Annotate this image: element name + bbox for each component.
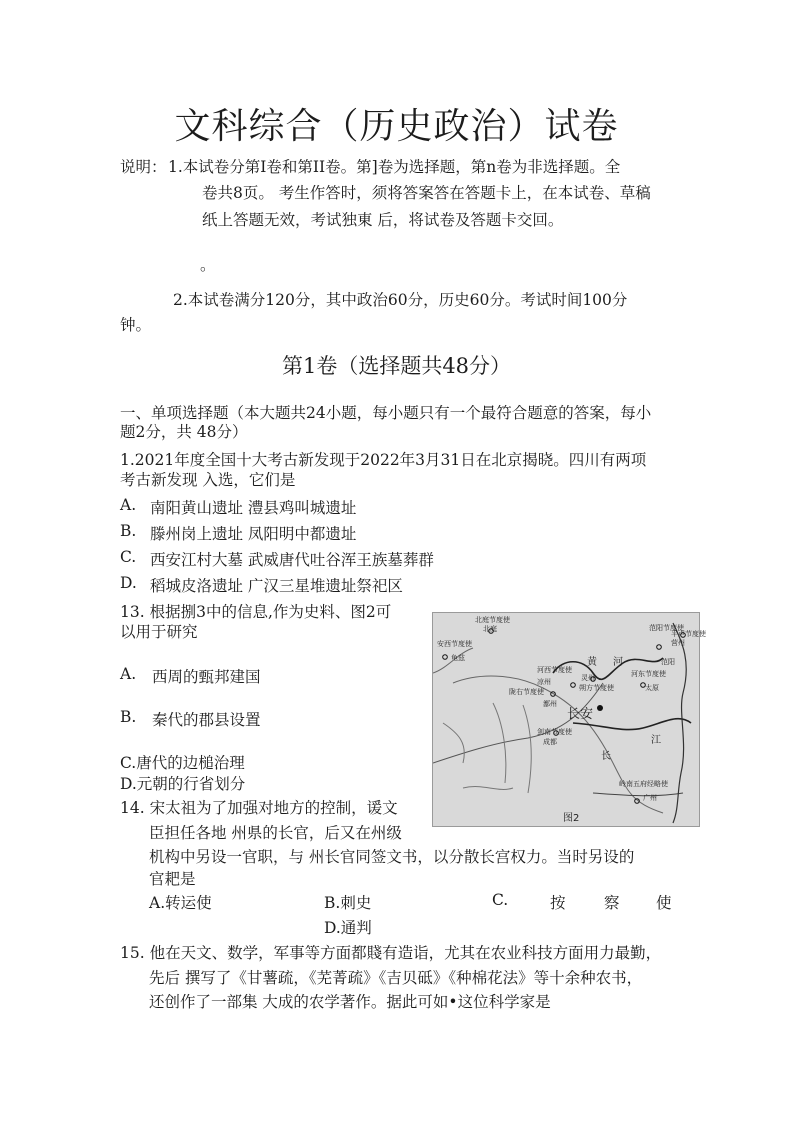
q1-option-a-letter: A. [120,496,137,514]
q14-stem-line-4: 官耙是 [149,870,196,888]
map-label-chang: 长 [601,751,611,762]
q1-option-b-letter: B. [120,522,137,540]
map-label-shanzhou: 鄯州 [543,700,557,708]
q13-option-a-text: 西周的甄邦建国 [152,668,261,686]
map-label-jiang: 江 [651,735,661,746]
map-label-longyou-jiedushi: 陇右节度使 [509,688,544,696]
q14-option-c-char-2: 察 [604,894,620,912]
map-caption: 图2 [563,813,580,824]
map-label-anxi-jiedushi: 安西节度使 [437,640,472,648]
map-label-liangzhou: 凉州 [537,678,551,686]
map-label-fanyang-jiedushi: 范阳节度使 [649,624,684,632]
q14-option-c-char-1: 按 [550,894,566,912]
q1-option-d-text: 稻城皮洛遗址 广汉三星堆遗址祭祀区 [150,577,403,595]
instructions-line-4: 2.本试卷满分120分，其中政治60分，历史60分。考试时间100分 [173,291,628,309]
map-label-lingzhou: 灵州 [581,674,595,682]
q13-option-b-letter: B. [120,708,137,726]
q13-option-d: D.元朝的行省划分 [120,775,246,793]
part1-heading-line-2: 题2分，共 48分） [120,423,248,441]
q14-option-c-char-3: 使 [656,894,672,912]
map-label-yingzhou: 营州 [671,639,685,647]
map-label-shuofang-jiedushi: 朔方节度使 [579,684,614,692]
map-label-pinglu-jiedushi: 平卢节度使 [671,630,706,638]
map-label-chengdu: 成都 [543,738,557,746]
map-label-hedong-jiedushi: 河东节度使 [631,670,666,678]
page-title: 文科综合（历史政治）试卷 [174,106,619,147]
q14-option-b: B.刺史 [324,894,372,912]
instructions-line-3: 纸上答题无效，考试独東 后，将试卷及答题卡交回。 [202,211,564,229]
q1-option-b-text: 滕州岗上遗址 凤阳明中都遗址 [150,525,357,543]
map-label-fanyang: 范阳 [661,658,675,666]
q14-stem-line-1: 14. 宋太祖为了加强对地方的控制，谖文 [120,799,398,817]
q1-option-a-text: 南阳黄山遗址 澧县鸡叫城遗址 [150,499,357,517]
q1-option-d-letter: D. [120,574,137,592]
q13-option-c: C.唐代的边槌治理 [120,754,245,772]
q13-stem-line-2: 以用于研究 [120,623,198,641]
q13-stem-line-1: 13. 根据捌3中的信息,作为史料、图2可 [120,603,392,621]
q15-stem-line-2: 先后 撰写了《甘薯疏，《芜菁疏》《吉贝砥》《种棉花法》等十余种农书， [149,969,643,987]
q14-stem-line-2: 臣担任各地 州県的长官，后又在州级 [149,824,402,842]
map-label-taiyuan: 太原 [645,684,659,692]
q1-stem-line-1: 1.2021年度全国十大考古新发现于2022年3月31日在北京揭晓。四川有两项 [120,451,647,469]
section-title: 第1卷（选择题共48分） [281,354,512,378]
instructions-line-2: 卷共8页。 考生作答时，须将答案答在答题卡上，在本试卷、草稿 [202,184,651,202]
map-drawing [433,613,699,826]
map-label-beiting-jiedushi: 北庭节度使 [475,616,510,624]
q1-option-c-text: 西安江村大墓 武威唐代吐谷浑王族墓葬群 [150,551,434,569]
map-label-guangzhou: 广州 [643,794,657,802]
q14-option-d: D.通判 [324,919,372,937]
q14-option-a: A.转运使 [149,894,212,912]
q15-stem-line-3: 还创作了一部集 大成的农学著作。据此可如•这位科学家是 [149,993,551,1011]
q13-option-a-letter: A. [120,665,137,683]
instructions-line-5: 钟。 [120,316,152,334]
map-label-qiuci: 龟兹 [451,654,465,662]
q15-stem-line-1: 15. 他在天文、数学，军事等方面都賤有造诣，尤其在农业科技方面用力最勤， [120,944,662,962]
q14-stem-line-3: 机构中另设一官职，与 州长官同签文书，以分散长宫权力。当时另设的 [149,848,635,866]
q1-stem-line-2: 考古新发现 入选，它们是 [120,471,296,489]
instructions-prefix: 说明： [120,158,167,176]
q1-option-c-letter: C. [120,548,137,566]
map-label-huang: 黄 [587,657,597,668]
instructions-line-1: 1.本试卷分第Ⅰ卷和第II卷。第]卷为选择题，第n卷为非选择题。全 [168,158,621,176]
map-label-changan: 长安 [567,707,594,722]
instructions-dot: 。 [200,256,216,274]
map-label-he: 河 [613,657,623,668]
map-label-beiting: 北庭 [483,625,497,633]
tang-frontier-map [432,612,706,827]
map-label-jiannan-jiedushi: 剑南节度使 [537,728,572,736]
q13-option-b-text: 秦代的郡县设置 [152,711,261,729]
map-label-lingnan-wufu: 岭南五府经略使 [619,780,668,788]
part1-heading-line-1: 一、单项选择题（本大题共24小题，每小题只有一个最符合题意的答案，每小 [120,404,652,422]
q14-option-c-letter: C. [492,891,509,909]
map-label-hexi-jiedushi: 河西节度使 [537,666,572,674]
